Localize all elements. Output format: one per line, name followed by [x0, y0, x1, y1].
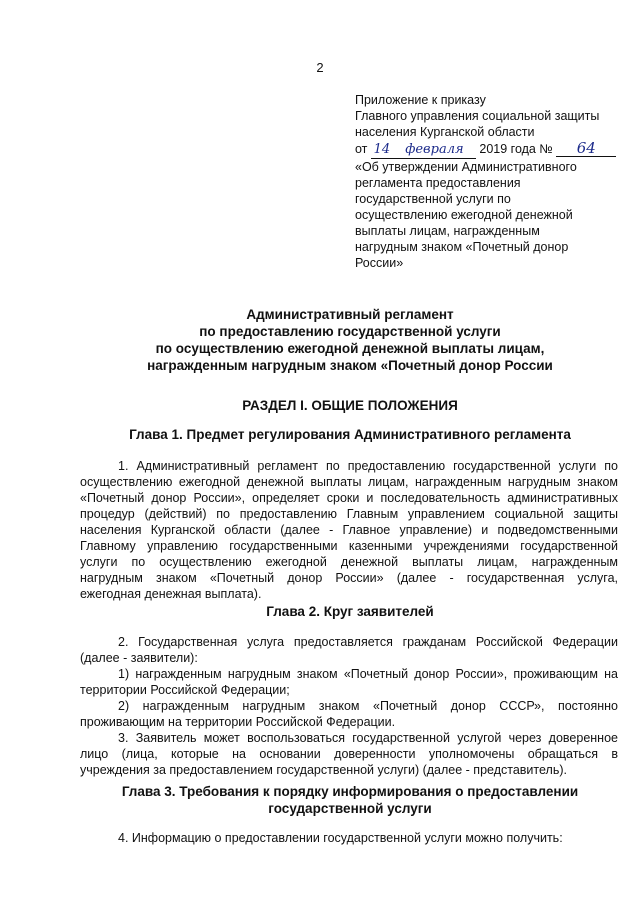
- chapter1-heading: Глава 1. Предмет регулирования Административного регламента: [129, 427, 571, 442]
- list-item-line: территории Российской Федерации;: [80, 683, 290, 697]
- appendix-date-line: [355, 140, 620, 159]
- appendix-about-line: России»: [355, 256, 404, 270]
- paragraph-line: (далее - заявители):: [80, 651, 198, 665]
- chapter2-heading: Глава 2. Круг заявителей: [266, 604, 434, 619]
- chapter3-heading: [60, 783, 640, 817]
- list-item-line: 2) награжденным нагрудным знаком «Почетный донор СССР», постоянно: [118, 699, 618, 713]
- title-line: по предоставлению государственной услуги: [199, 324, 501, 339]
- section-heading: РАЗДЕЛ I. ОБЩИЕ ПОЛОЖЕНИЯ: [242, 398, 458, 413]
- handwritten-month: февраля: [393, 142, 476, 159]
- heading-line: Глава 3. Требования к порядку информирования о предоставлении: [121, 784, 579, 799]
- paragraph-line: 2. Государственная услуга предоставляется гражданам Российской Федерации: [118, 635, 618, 649]
- appendix-about-line: выплаты лицам, награжденным: [355, 224, 540, 238]
- appendix-line: Главного управления социальной защиты: [355, 109, 600, 123]
- appendix-line: Приложение к приказу: [355, 93, 486, 107]
- paragraph-line: населения Курганской области (далее - Главное управление) и подведомственными: [80, 523, 618, 537]
- list-item-line: проживающим на территории Российской Федерации.: [80, 715, 396, 729]
- title-line: по осуществлению ежегодной денежной выплаты лицам,: [155, 341, 545, 356]
- list-item-line: 1) награжденным нагрудным знаком «Почетный донор России», проживающим на: [118, 667, 618, 681]
- appendix-about-line: регламента предоставления: [355, 176, 521, 190]
- paragraph-line: «Почетный донор России», определяет сроки и последовательность административных: [80, 491, 618, 505]
- document-title: [60, 306, 640, 374]
- paragraph-line: Главному управлению государственными казенными учреждениями государственной: [80, 539, 618, 553]
- appendix-about-line: осуществлению ежегодной денежной: [355, 208, 573, 222]
- date-prefix: от: [355, 142, 368, 156]
- paragraph-line: 4. Информацию о предоставлении государственной услуги можно получить:: [118, 831, 563, 845]
- page-number: 2: [316, 60, 324, 75]
- paragraph-4: [80, 830, 618, 846]
- paragraph-2: [80, 634, 618, 778]
- title-line: Административный регламент: [246, 307, 454, 322]
- appendix-line: населения Курганской области: [355, 125, 535, 139]
- paragraph-line: осуществлению ежегодной денежной выплаты лицам, награжденным нагрудным знаком: [80, 475, 618, 489]
- appendix-about-line: государственной услуги по: [355, 192, 511, 206]
- appendix-about-line: «Об утверждении Административного: [355, 160, 577, 174]
- heading-line: государственной услуги: [268, 801, 432, 816]
- appendix-about-line: нагрудным знаком «Почетный донор: [355, 240, 569, 254]
- paragraph-line: нагрудным знаком «Почетный донор России» (далее - государственная услуга,: [80, 571, 618, 585]
- paragraph-line: процедур (действий) по предоставлению Главным управлением социальной защиты: [80, 507, 618, 521]
- paragraph-line: 3. Заявитель может воспользоваться государственной услугой через доверенное: [118, 731, 618, 745]
- appendix-block: [355, 92, 620, 271]
- title-line: награжденным нагрудным знаком «Почетный донор России: [147, 358, 553, 373]
- paragraph-line: учреждения за предоставлением государственной услуги) (далее - представитель).: [80, 763, 567, 777]
- paragraph-line: ежегодная денежная выплата).: [80, 587, 262, 601]
- paragraph-line: 1. Административный регламент по предоставлению государственной услуги по: [118, 459, 618, 473]
- paragraph-line: лицо (лица, которые на основании доверенности уполномочены обращаться в: [80, 747, 618, 761]
- date-year: 2019 года №: [479, 142, 553, 156]
- handwritten-day: 14: [371, 142, 393, 159]
- paragraph-1: [80, 458, 618, 602]
- paragraph-line: услуги по осуществлению ежегодной денежной выплаты лицам, награжденным: [80, 555, 618, 569]
- handwritten-order-number: 64: [556, 140, 616, 157]
